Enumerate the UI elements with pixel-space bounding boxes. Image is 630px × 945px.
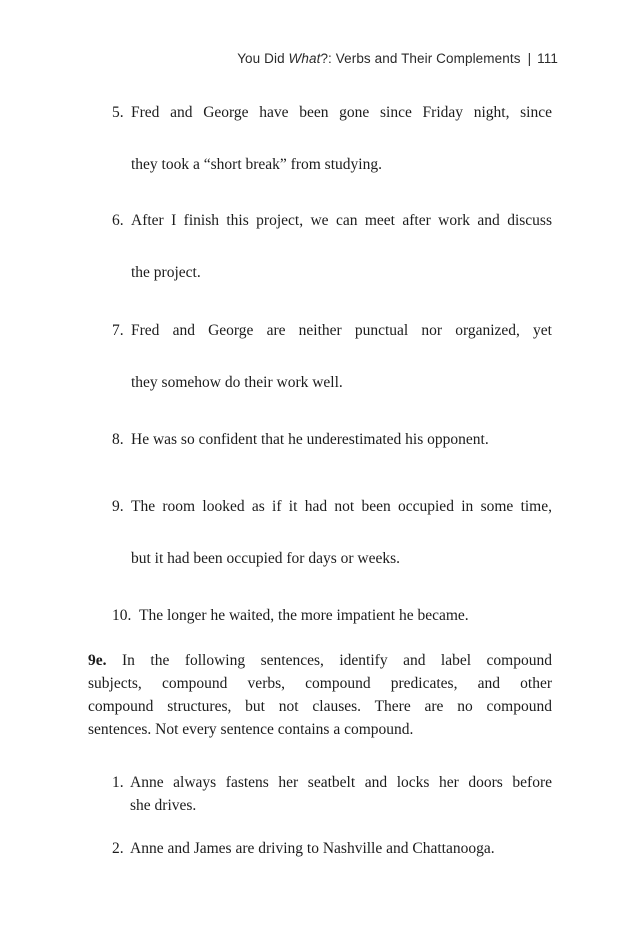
sub-item-text: Anne and James are driving to Nashville and Chattanooga. bbox=[130, 840, 495, 857]
exercise-number: 8. bbox=[112, 431, 124, 448]
exercise-text: Fred and George are neither punctual nor organized, yet bbox=[131, 322, 552, 339]
sub-item-1 bbox=[112, 771, 552, 817]
sub-item-number: 2. bbox=[112, 840, 124, 857]
exercise-line-2: they somehow do their work well. bbox=[131, 374, 343, 391]
exercise-text: After I finish this project, we can meet after work and discuss bbox=[131, 212, 552, 229]
exercise-line-1 bbox=[112, 87, 552, 139]
exercise-number: 10. bbox=[112, 607, 132, 624]
instruction-line-3: compound structures, but not clauses. There are no compound bbox=[88, 698, 552, 715]
header-title-italic: What bbox=[288, 51, 321, 66]
instruction-text: In the following sentences, identify and label compound bbox=[106, 652, 552, 669]
running-header bbox=[237, 51, 558, 66]
section-9e-instructions bbox=[88, 649, 552, 741]
exercise-line-1 bbox=[112, 481, 552, 533]
sub-item-line-1 bbox=[112, 840, 495, 857]
exercise-line-2: the project. bbox=[131, 264, 201, 281]
exercise-item-5 bbox=[112, 87, 552, 191]
instruction-line-2: subjects, compound verbs, compound predicates, and other bbox=[88, 675, 552, 692]
exercise-number: 6. bbox=[112, 212, 124, 229]
instruction-line-4: sentences. Not every sentence contains a compound. bbox=[88, 721, 414, 738]
exercise-line-1 bbox=[112, 414, 552, 466]
sub-item-2 bbox=[112, 837, 552, 860]
sub-item-line-1 bbox=[112, 771, 552, 794]
exercise-text: Fred and George have been gone since Friday night, since bbox=[131, 104, 552, 121]
exercise-line-2: but it had been occupied for days or weeks. bbox=[131, 550, 401, 567]
sub-item-text: Anne always fastens her seatbelt and locks her doors before bbox=[130, 774, 552, 791]
exercise-number: 5. bbox=[112, 104, 124, 121]
section-label: 9e. bbox=[88, 652, 107, 669]
exercise-line-1 bbox=[112, 590, 552, 642]
exercise-line-1 bbox=[112, 195, 552, 247]
exercise-item-8 bbox=[112, 414, 552, 466]
sub-item-line-2: she drives. bbox=[130, 797, 197, 814]
exercise-number: 7. bbox=[112, 322, 124, 339]
header-title-suffix: ?: Verbs and Their Complements bbox=[320, 51, 521, 66]
exercise-item-10 bbox=[112, 590, 552, 642]
exercise-text: The room looked as if it had not been occupied in some time, bbox=[131, 498, 552, 515]
exercise-line-1 bbox=[112, 305, 552, 357]
exercise-item-7 bbox=[112, 305, 552, 409]
exercise-text: He was so confident that he underestimated his opponent. bbox=[131, 431, 489, 448]
sub-item-number: 1. bbox=[112, 774, 124, 791]
exercise-number: 9. bbox=[112, 498, 124, 515]
exercise-text: The longer he waited, the more impatient he became. bbox=[139, 607, 469, 624]
header-title-prefix: You Did bbox=[237, 51, 289, 66]
exercise-item-9 bbox=[112, 481, 552, 585]
instruction-line-1 bbox=[88, 649, 552, 672]
exercise-line-2: they took a “short break” from studying. bbox=[131, 156, 382, 173]
page-number: 111 bbox=[537, 51, 558, 66]
header-separator: | bbox=[527, 51, 532, 66]
exercise-item-6 bbox=[112, 195, 552, 299]
